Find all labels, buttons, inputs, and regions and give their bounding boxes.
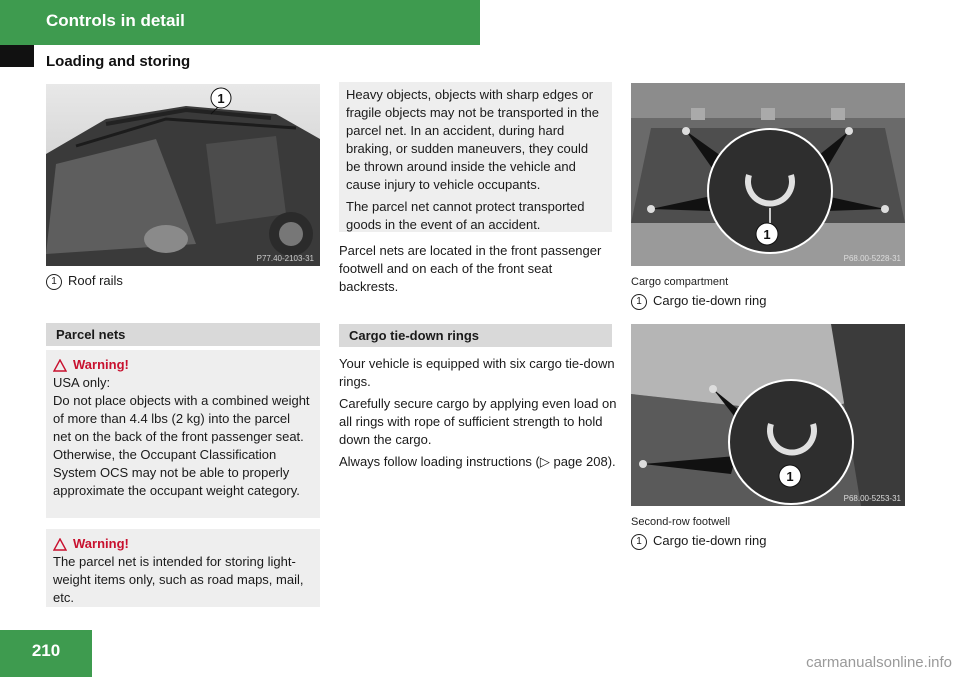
page-number: 210 (31, 641, 61, 660)
photo-credit: P77.40-2103-31 (256, 254, 314, 263)
roof-rails-photo (46, 84, 320, 266)
parcel-nets-paragraph: Parcel nets are located in the front passenger footwell and on each of the front seat backrests. (339, 243, 602, 294)
warning-text-weight: Do not place objects with a combined weight of more than 4.4 lbs (2 kg) into the parcel net on the back of the front passenger seat. Otherwise, the Occupant Classification System OCS may not be able to properly approximate the occupant weight category. (53, 393, 310, 498)
cargo-compartment-caption: Cargo compartment (631, 276, 729, 288)
photo-callout-1: 1 (763, 227, 771, 242)
warning-triangle-icon (53, 359, 67, 372)
cargo-ring-legend-1: 1 Cargo tie-down ring (631, 293, 766, 310)
cargo-para-2: Carefully secure cargo by applying even load on all rings with rope of sufficient strength to hold down the cargo. (339, 396, 617, 447)
photo-credit: P68.00-5253-31 (843, 494, 901, 503)
chapter-title: Controls in detail (46, 11, 185, 30)
caption-callout: 1 (46, 274, 62, 290)
warning-continued-text-2: The parcel net cannot protect transported goods in the event of an accident. (346, 199, 585, 232)
watermark: carmanualsonline.info (806, 654, 952, 671)
photo-credit: P68.00-5228-31 (843, 254, 901, 263)
cargo-ring-legend-2: 1 Cargo tie-down ring (631, 533, 766, 550)
warning-box-lightweight (46, 529, 320, 607)
warning-title: Warning! (53, 535, 310, 553)
cargo-compartment-photo (631, 83, 905, 266)
caption-text: Roof rails (68, 273, 123, 288)
cargo-para-3: Always follow loading instructions (▷ page 208). (339, 454, 616, 469)
parcel-nets-heading: Parcel nets (46, 323, 320, 346)
warning-text-lightweight: The parcel net is intended for storing light-weight items only, such as road maps, mail, etc. (53, 554, 304, 605)
second-row-footwell-photo (631, 324, 905, 506)
section-title: Loading and storing (46, 53, 191, 70)
warning-continued-text: Heavy objects, objects with sharp edges or fragile objects may not be transported in the parcel net. In an accident, during hard braking, or sudden maneuvers, they could be thrown around inside the vehicle and cause injury to vehicle occupants. (346, 87, 599, 192)
photo-callout-1: 1 (786, 469, 794, 484)
second-row-footwell-caption: Second-row footwell (631, 516, 731, 528)
warning-continued-box (339, 82, 612, 232)
cargo-rings-heading: Cargo tie-down rings (339, 324, 612, 347)
warning-title: Warning! (53, 356, 310, 374)
photo-callout-1: 1 (217, 91, 225, 106)
roof-rails-caption (46, 273, 123, 290)
cargo-para-1: Your vehicle is equipped with six cargo tie-down rings. (339, 356, 615, 389)
section-tab-marker (0, 45, 34, 67)
cargo-rings-body (339, 355, 617, 475)
warning-box-usa (46, 350, 320, 518)
warning-line-usa: USA only: (53, 375, 111, 390)
warning-triangle-icon (53, 538, 67, 551)
